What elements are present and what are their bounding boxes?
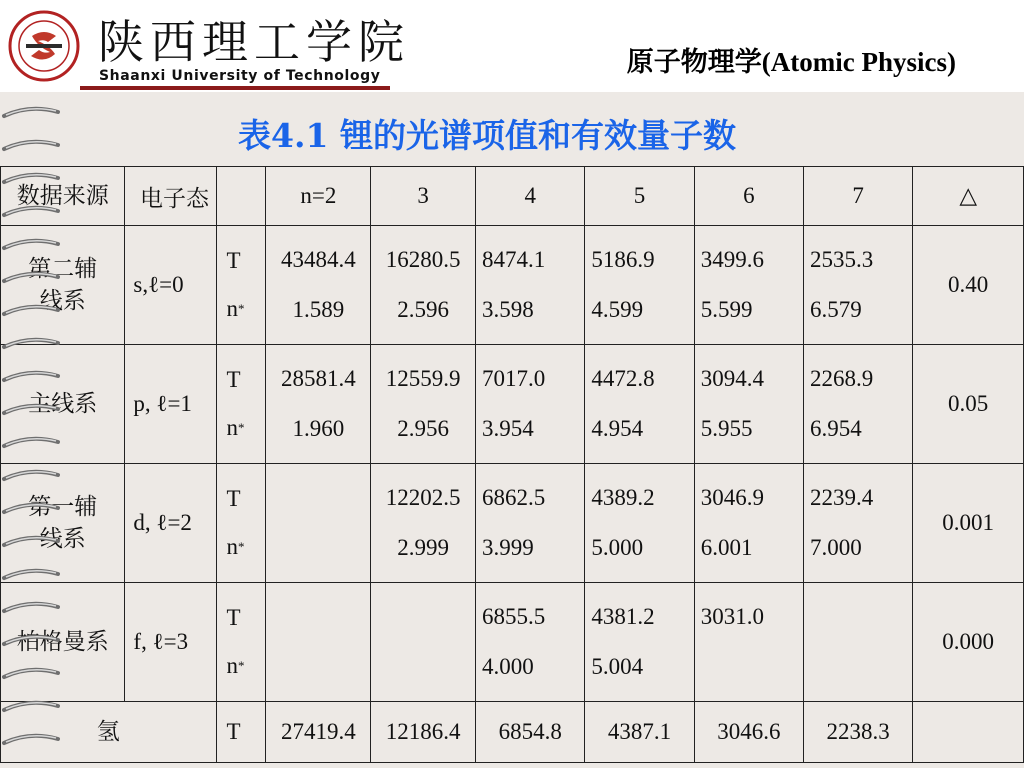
value-cell — [585, 226, 694, 345]
value-cell — [585, 345, 694, 464]
effective-n-value: 3.999 — [482, 535, 534, 560]
spiral-ring — [4, 472, 58, 479]
term-value — [266, 473, 370, 523]
effective-n-value: 4.000 — [482, 654, 534, 679]
table-header-row — [1, 167, 1024, 226]
header-source: 数据来源 — [1, 167, 125, 226]
effective-n-value: 4.954 — [591, 416, 644, 441]
value-cell — [585, 464, 694, 583]
university-seal-logo — [8, 10, 80, 82]
hydrogen-term-value: 12186.4 — [371, 702, 476, 763]
effective-n-star: * — [238, 301, 245, 316]
header-divider — [80, 86, 390, 90]
effective-n-value — [266, 642, 370, 692]
effective-n-value: 4.599 — [591, 297, 644, 322]
spiral-ring — [4, 274, 58, 281]
hydrogen-term-value: 6854.8 — [476, 702, 585, 763]
effective-n-star: * — [238, 420, 245, 435]
row-delta: 0.001 — [913, 464, 1024, 583]
row-state: f, ℓ=3 — [125, 583, 216, 702]
value-cell — [371, 464, 476, 583]
row-source: 第一辅 线系 — [1, 464, 125, 583]
table-row — [1, 583, 1024, 702]
row-delta — [913, 702, 1024, 763]
spiral-ring — [4, 637, 58, 644]
term-value: 5186.9 — [591, 247, 655, 272]
row-source: 主线系 — [1, 345, 125, 464]
term-value: 7017.0 — [482, 366, 546, 391]
spiral-ring — [4, 571, 58, 578]
effective-n-value: 5.000 — [591, 535, 644, 560]
effective-n-symbol: n — [226, 653, 239, 678]
table-row — [1, 702, 1024, 763]
term-value — [810, 592, 912, 642]
term-value: 3499.6 — [700, 247, 764, 272]
value-cell — [694, 345, 803, 464]
value-cell — [371, 583, 476, 702]
effective-n-value — [266, 523, 370, 573]
term-label: T — [226, 248, 241, 273]
hydrogen-term-value: 27419.4 — [266, 702, 371, 763]
term-value: 3094.4 — [700, 366, 764, 391]
value-cell — [804, 583, 913, 702]
effective-n-symbol: n — [226, 415, 239, 440]
value-cell — [476, 464, 585, 583]
effective-n-value: 6.001 — [700, 535, 753, 560]
term-label: T — [226, 367, 241, 392]
effective-n-value — [701, 642, 803, 692]
term-value: 2239.4 — [810, 485, 874, 510]
value-cell — [371, 226, 476, 345]
header-n: 3 — [371, 167, 476, 226]
effective-n-value: 7.000 — [810, 535, 862, 560]
slide-title: 表4.1 锂的光谱项值和有效量子数 — [238, 116, 736, 155]
effective-n-label — [227, 642, 266, 690]
effective-n-value: 1.960 — [292, 416, 345, 441]
effective-n-star: * — [238, 658, 245, 673]
row-label — [216, 226, 266, 345]
value-cell — [804, 464, 913, 583]
table-row — [1, 226, 1024, 345]
row-delta: 0.000 — [913, 583, 1024, 702]
term-value: 4381.2 — [591, 604, 655, 629]
value-cell — [476, 226, 585, 345]
effective-n-symbol: n — [226, 534, 239, 559]
spiral-ring — [4, 736, 58, 743]
lithium-spectral-table — [0, 166, 1024, 763]
table-row — [1, 464, 1024, 583]
effective-n-value: 2.956 — [397, 416, 450, 441]
row-delta: 0.40 — [913, 226, 1024, 345]
header-n: 7 — [804, 167, 913, 226]
slide-header — [0, 0, 1024, 92]
term-value: 28581.4 — [280, 366, 356, 391]
spiral-ring — [4, 505, 58, 512]
header-blank — [216, 167, 266, 226]
spiral-ring — [4, 439, 58, 446]
hydrogen-term-value: 4387.1 — [585, 702, 694, 763]
term-value: 3046.9 — [700, 485, 764, 510]
value-cell — [476, 583, 585, 702]
spiral-ring — [4, 241, 58, 248]
row-source: 氢 — [1, 702, 217, 763]
spiral-ring — [4, 406, 58, 413]
term-value: 4389.2 — [591, 485, 655, 510]
spiral-ring — [4, 175, 58, 182]
course-title: 原子物理学(Atomic Physics) — [626, 47, 956, 77]
university-name-english: Shaanxi University of Technology — [99, 68, 381, 84]
effective-n-label — [227, 404, 266, 452]
header-n: 5 — [585, 167, 694, 226]
header-n: 4 — [476, 167, 585, 226]
row-state: s,ℓ=0 — [125, 226, 216, 345]
effective-n-label — [227, 523, 266, 571]
slide-body — [0, 92, 1024, 768]
term-value — [371, 592, 475, 642]
hydrogen-term-value: 2238.3 — [804, 702, 913, 763]
effective-n-value: 3.954 — [482, 416, 534, 441]
effective-n-value: 2.596 — [397, 297, 450, 322]
spiral-binding-decoration — [0, 92, 62, 768]
spiral-ring — [4, 109, 58, 116]
effective-n-label — [227, 285, 266, 333]
header-n: n=2 — [266, 167, 371, 226]
term-value: 12559.9 — [385, 366, 461, 391]
row-source: 第二辅 线系 — [1, 226, 125, 345]
effective-n-value: 5.004 — [591, 654, 644, 679]
term-value: 2268.9 — [810, 366, 874, 391]
value-cell — [266, 345, 371, 464]
effective-n-value: 6.579 — [810, 297, 862, 322]
row-source: 柏格曼系 — [1, 583, 125, 702]
row-label — [216, 464, 266, 583]
value-cell — [371, 345, 476, 464]
term-value: 16280.5 — [385, 247, 461, 272]
effective-n-value: 2.999 — [397, 535, 450, 560]
value-cell — [694, 583, 803, 702]
value-cell — [266, 226, 371, 345]
term-value: 43484.4 — [280, 247, 356, 272]
university-name-chinese: 陕西理工学院 — [98, 15, 410, 69]
value-cell — [585, 583, 694, 702]
effective-n-value — [810, 642, 912, 692]
effective-n-value: 3.598 — [482, 297, 534, 322]
value-cell — [694, 226, 803, 345]
header-delta: △ — [913, 167, 1024, 226]
value-cell — [804, 226, 913, 345]
hydrogen-term-value: 3046.6 — [694, 702, 803, 763]
spiral-ring — [4, 307, 58, 314]
spiral-ring — [4, 538, 58, 545]
term-value: 4472.8 — [591, 366, 655, 391]
spiral-ring — [4, 703, 58, 710]
effective-n-value: 1.589 — [292, 297, 345, 322]
header-n: 6 — [694, 167, 803, 226]
term-value: 8474.1 — [482, 247, 546, 272]
effective-n-symbol: n — [226, 296, 239, 321]
effective-n-value: 6.954 — [810, 416, 862, 441]
spiral-ring — [4, 208, 58, 215]
spiral-ring — [4, 604, 58, 611]
term-label: T — [226, 486, 241, 511]
row-label — [216, 345, 266, 464]
effective-n-value: 5.955 — [700, 416, 753, 441]
term-value: 12202.5 — [385, 485, 461, 510]
value-cell — [694, 464, 803, 583]
row-delta: 0.05 — [913, 345, 1024, 464]
term-value: 2535.3 — [810, 247, 874, 272]
effective-n-value: 5.599 — [700, 297, 753, 322]
spiral-ring — [4, 340, 58, 347]
value-cell — [266, 464, 371, 583]
value-cell — [266, 583, 371, 702]
term-value: 6855.5 — [482, 604, 546, 629]
effective-n-value — [371, 642, 475, 692]
term-value — [266, 592, 370, 642]
row-state: p, ℓ=1 — [125, 345, 216, 464]
spiral-ring — [4, 142, 58, 149]
value-cell — [804, 345, 913, 464]
row-label: T — [216, 702, 266, 763]
table-row — [1, 345, 1024, 464]
spiral-ring — [4, 670, 58, 677]
header-state: 电子态 — [125, 167, 216, 226]
term-value: 6862.5 — [482, 485, 546, 510]
effective-n-star: * — [238, 539, 245, 554]
row-state: d, ℓ=2 — [125, 464, 216, 583]
spiral-ring — [4, 373, 58, 380]
row-label — [216, 583, 266, 702]
term-value: 3031.0 — [700, 604, 764, 629]
value-cell — [476, 345, 585, 464]
term-label: T — [226, 605, 241, 630]
